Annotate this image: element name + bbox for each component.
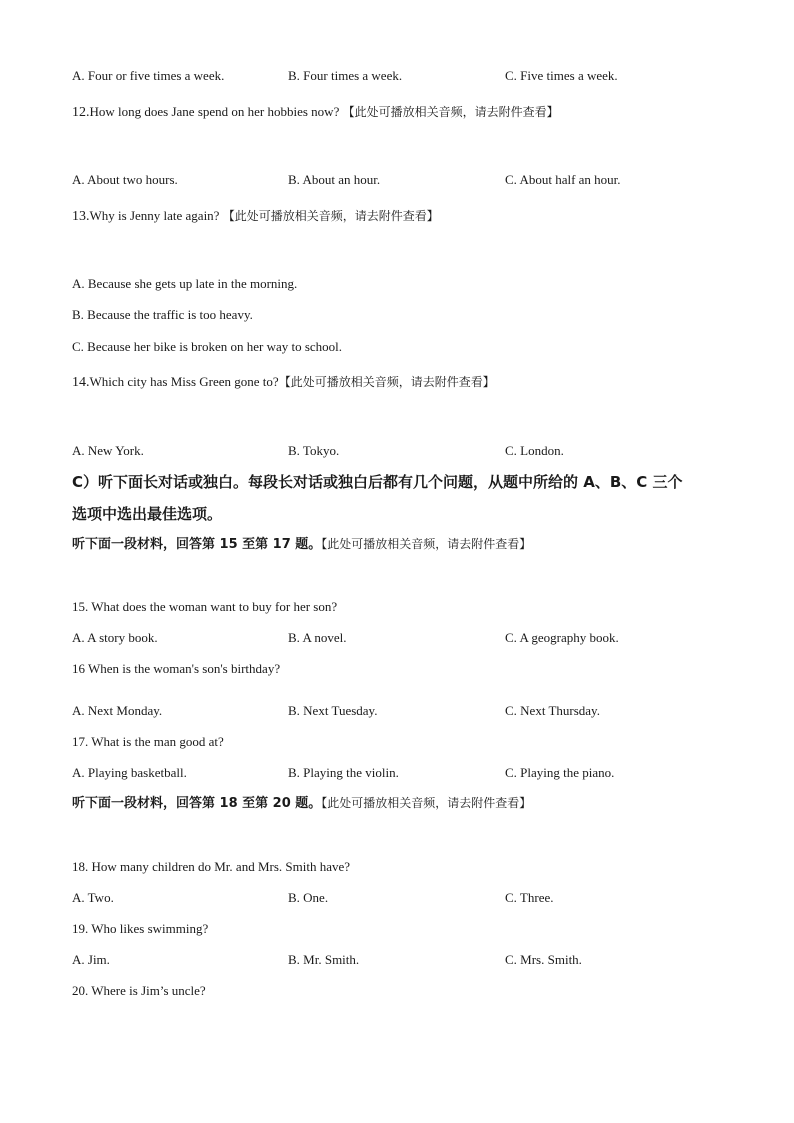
q19-question: 19. Who likes swimming? [72, 921, 209, 936]
q18-option-b: B. One. [288, 890, 329, 905]
q14-option-c: C. London. [505, 443, 564, 458]
passage1-audio-note[interactable]: 【此处可播放相关音频，请去附件查看】 [321, 537, 532, 551]
q13-option-c: C. Because her bike is broken on her way to school. [72, 339, 343, 354]
q12-audio-note[interactable]: 【此处可播放相关音频，请去附件查看】 [342, 105, 559, 119]
q14-question [72, 374, 495, 391]
q18-option-a: A. Two. [72, 890, 114, 905]
q16-option-b: B. Next Tuesday. [288, 703, 378, 718]
q17-option-c: C. Playing the piano. [505, 765, 615, 780]
q11-option-a: A. Four or five times a week. [72, 68, 225, 83]
q16-question: 16 When is the woman's son's birthday? [72, 661, 281, 676]
q19-option-c: C. Mrs. Smith. [505, 952, 582, 967]
q12-option-c: C. About half an hour. [505, 172, 621, 187]
q16-option-a: A. Next Monday. [72, 703, 163, 718]
q14-option-a: A. New York. [72, 443, 144, 458]
q17-option-a: A. Playing basketball. [72, 765, 187, 780]
q19-option-b: B. Mr. Smith. [288, 952, 360, 967]
q16-option-c: C. Next Thursday. [505, 703, 600, 718]
q11-option-b: B. Four times a week. [288, 68, 403, 83]
passage2-label [72, 795, 531, 812]
q12-option-a: A. About two hours. [72, 172, 178, 187]
q15-option-a: A. A story book. [72, 630, 158, 645]
q13-question [72, 208, 439, 225]
q17-question: 17. What is the man good at? [72, 734, 224, 749]
q13-option-b: B. Because the traffic is too heavy. [72, 307, 253, 322]
q12-question [72, 104, 559, 121]
q17-option-b: B. Playing the violin. [288, 765, 399, 780]
q15-question: 15. What does the woman want to buy for her son? [72, 599, 338, 614]
q14-option-b: B. Tokyo. [288, 443, 340, 458]
q15-option-c: C. A geography book. [505, 630, 619, 645]
section-c-heading-line2: 选项中选出最佳选项。 [72, 505, 223, 523]
q14-number: 14. [72, 375, 90, 390]
passage2-audio-note[interactable]: 【此处可播放相关音频，请去附件查看】 [321, 796, 532, 810]
q14-text: Which city has Miss Green gone to? [89, 374, 279, 389]
q15-option-b: B. A novel. [288, 630, 347, 645]
q12-option-b: B. About an hour. [288, 172, 381, 187]
section-c-heading-line1: C）听下面长对话或独白。每段长对话或独白后都有几个问题，从题中所给的 A、B、C 三个 [72, 473, 683, 491]
q20-question: 20. Where is Jim’s uncle? [72, 983, 206, 998]
q11-option-c: C. Five times a week. [505, 68, 618, 83]
q12-text: How long does Jane spend on her hobbies now? [89, 104, 340, 119]
passage1-text: 听下面一段材料，回答第 15 至第 17 题。 [72, 537, 322, 552]
q13-option-a: A. Because she gets up late in the morning. [72, 276, 298, 291]
q12-number: 12. [72, 105, 90, 120]
q19-option-a: A. Jim. [72, 952, 110, 967]
q18-option-c: C. Three. [505, 890, 554, 905]
passage2-text: 听下面一段材料，回答第 18 至第 20 题。 [72, 796, 322, 811]
passage1-label [72, 536, 531, 553]
q13-audio-note[interactable]: 【此处可播放相关音频，请去附件查看】 [222, 209, 439, 223]
q13-text: Why is Jenny late again? [89, 208, 220, 223]
q18-question: 18. How many children do Mr. and Mrs. Smith have? [72, 859, 351, 874]
q13-number: 13. [72, 209, 90, 224]
q14-audio-note[interactable]: 【此处可播放相关音频，请去附件查看】 [278, 375, 495, 389]
